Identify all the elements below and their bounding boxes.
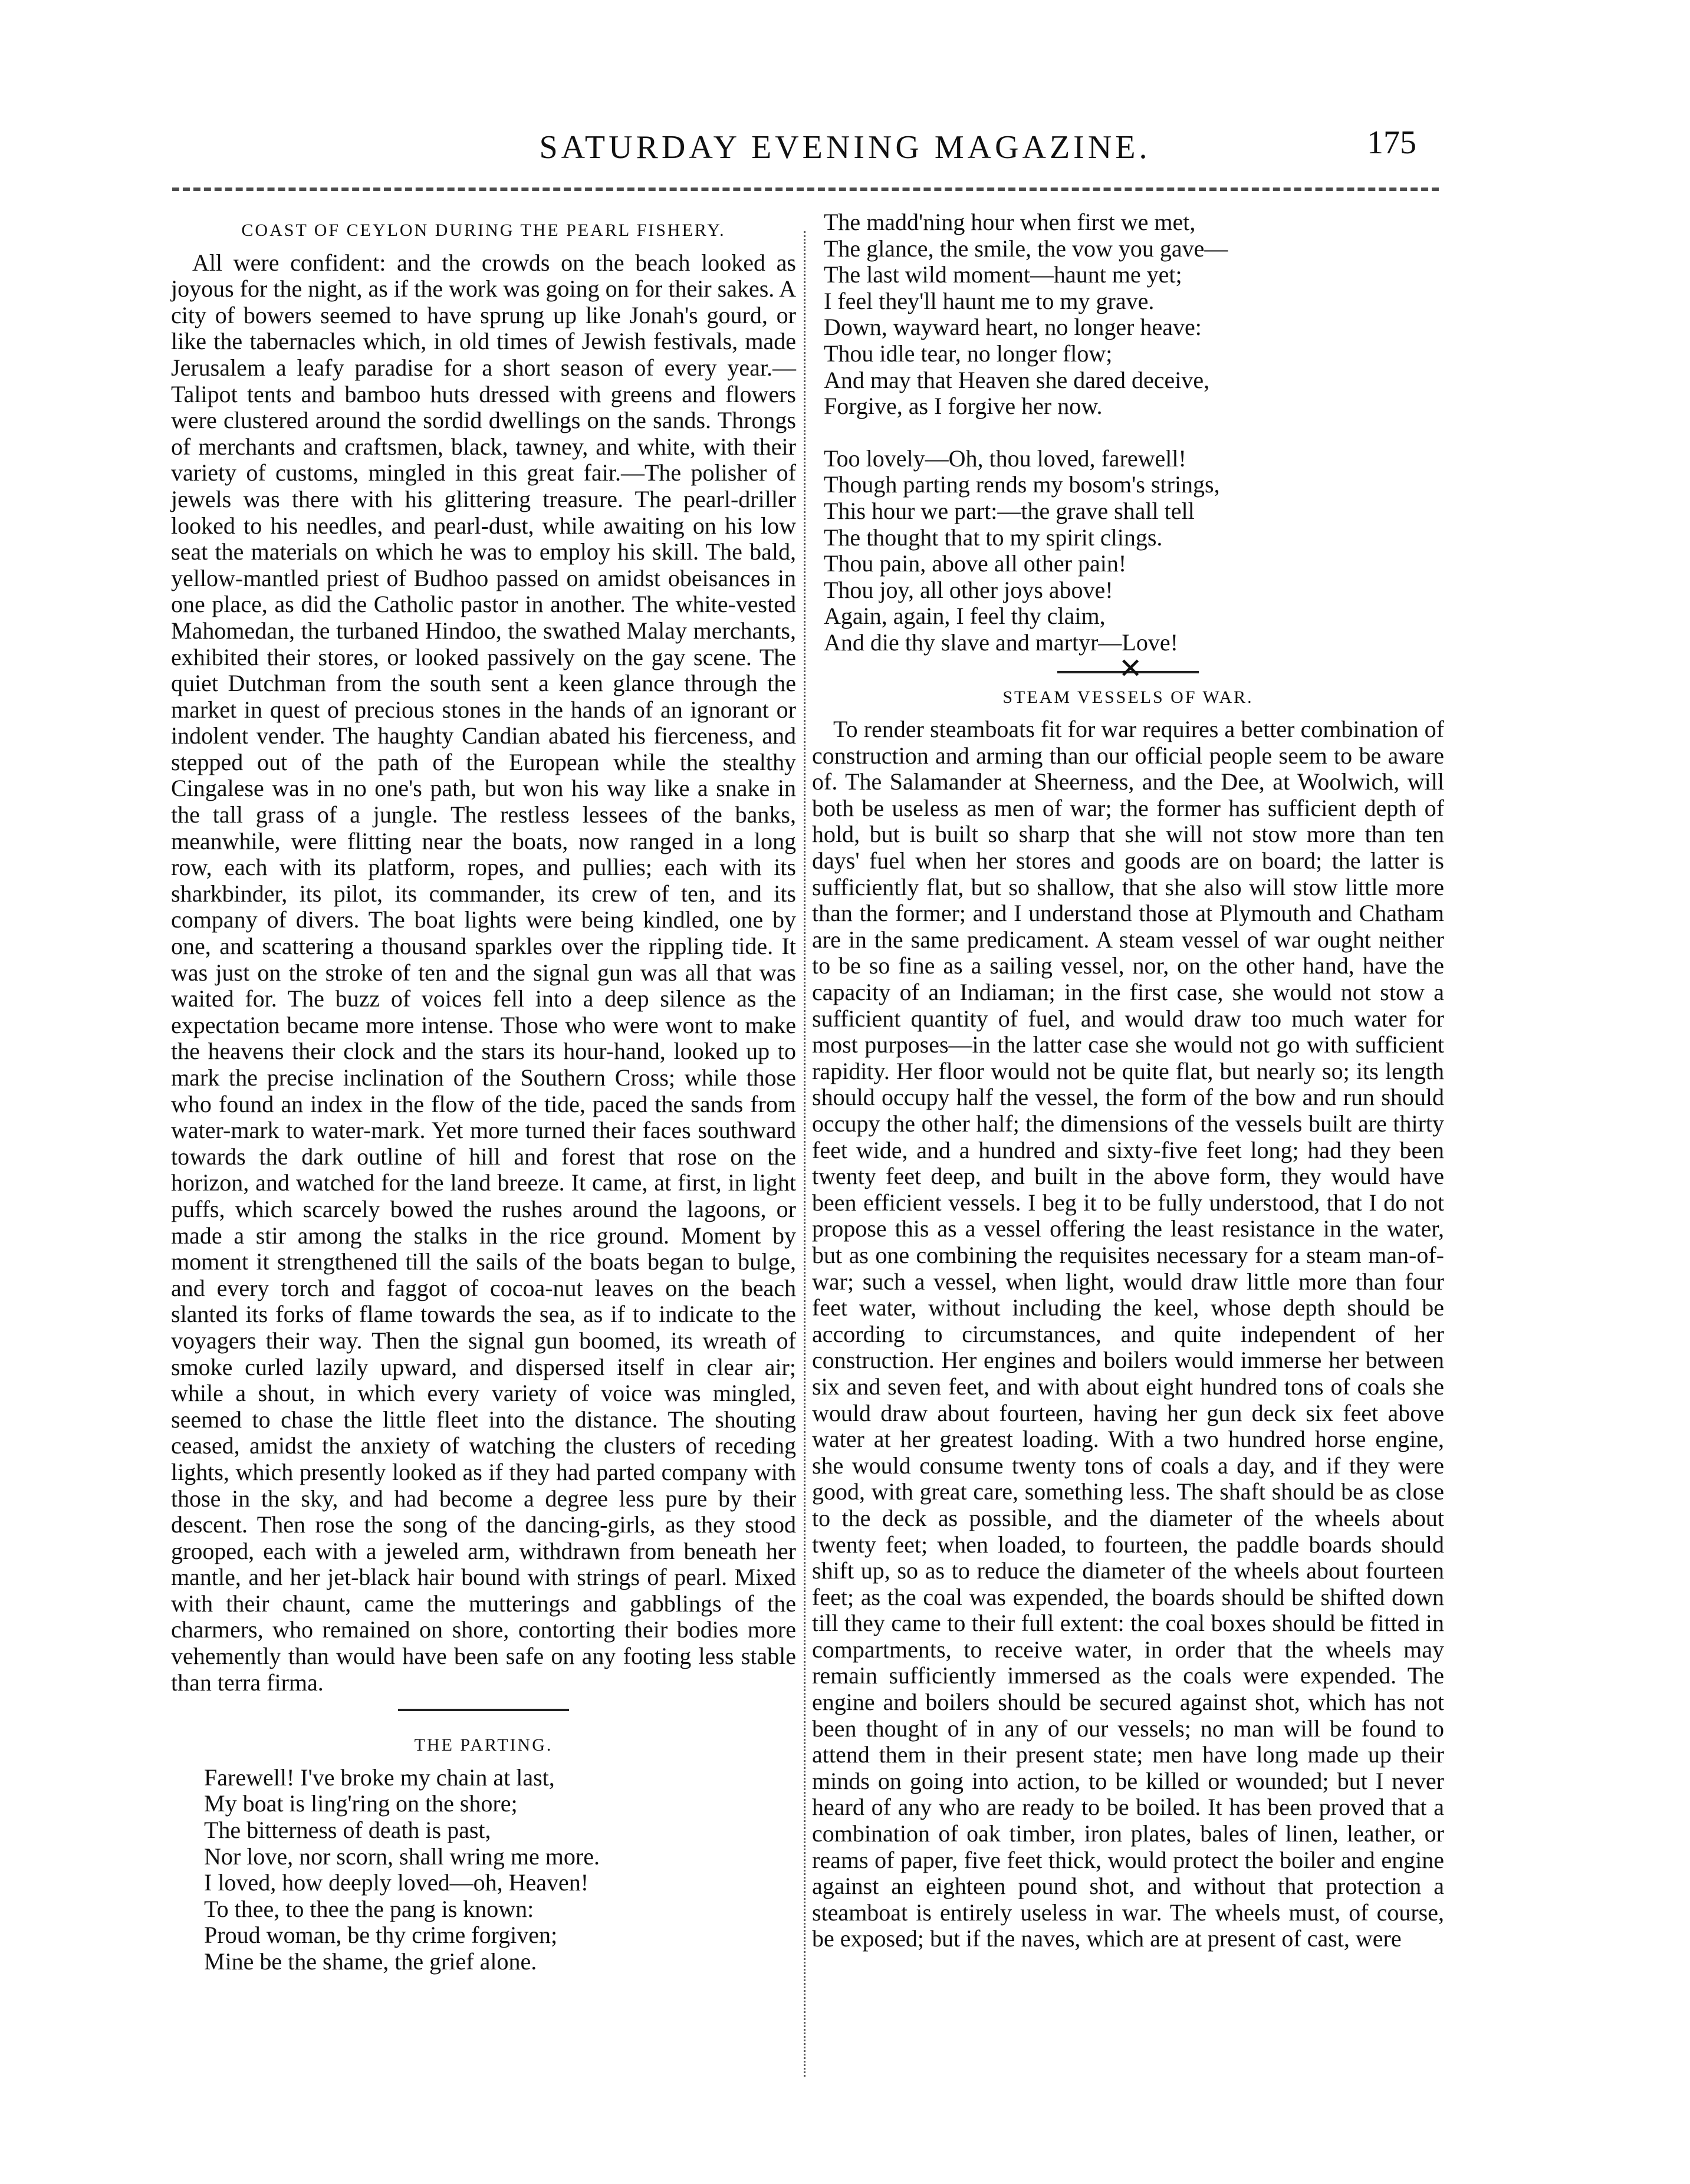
article-title-steam-vessels: STEAM VESSELS OF WAR. [1002, 687, 1254, 707]
poem-line: To thee, to thee the pang is known: [204, 1895, 534, 1922]
left-column [171, 209, 796, 1975]
ornamental-rule [1057, 653, 1199, 685]
poem-line: Proud woman, be thy crime forgiven; [204, 1922, 558, 1949]
poem-title-the-parting: THE PARTING. [414, 1735, 553, 1755]
poem-line: The bitterness of death is past, [204, 1817, 491, 1844]
header-rule [172, 188, 1439, 191]
poem-line: Thou pain, above all other pain! [824, 550, 1127, 577]
right-column [812, 209, 1444, 1952]
poem-line: The madd'ning hour when first we met, [824, 209, 1196, 235]
article-body-pearl-fishery: All were confident: and the crowds on the beach looked as joyous for the night, as if the work was going on for their sakes. A city of bowers seemed to have sprung up like Jonah's gourd, or like the tabernacles which, in old times of Jewish festivals, made Jerusalem a leafy paradise for a short season of every year.—Talipot tents and bamboo huts dressed with greens and flowers were clustered around the sordid dwellings on the sands. Throngs of merchants and craftsmen, black, tawney, and white, with their variety of customs, mingled in this great fair.—The polisher of jewels was there with his glittering treasure. The pearl-driller looked to his needles, and pearl-dust, while awaiting on his low seat the materials on which he was to employ his skill. The bald, yellow-mantled priest of Budhoo passed on amidst obeisances in one place, as did the Catholic pastor in another. The white-vested Mahomedan, the turbaned Hindoo, the swathed Malay merchants, exhibited their stores, or looked passively on the gay scene. The quiet Dutchman from the south sent a keen glance through the market in quest of precious stones in the hands of an ignorant or indolent vender. The haughty Candian abated his fierceness, and stepped out of the path of the European while the stealthy Cingalese was in no one's path, but won his way like a snake in the tall grass of a jungle. The restless lessees of the banks, meanwhile, were flitting near the boats, now ranged in a long row, each with its platform, ropes, and pullies; each with its sharkbinder, its pilot, its commander, its crew of ten, and its company of divers. The boat lights were being kindled, one by one, and scattering a thousand sparkles over the rippling tide. It was just on the stroke of ten and the signal gun was all that was waited for. The buzz of voices fell into a deep silence as the expectation became more intense. Those who were wont to make the heavens their clock and the stars its hour-hand, looked up to mark the precise inclination of the Southern Cross; while those who found an index in the flow of the tide, paced the sands from water-mark to water-mark. Yet more turned their faces southward towards the dark outline of hill and forest that rose on the horizon, and watched for the land breeze. It came, at first, in light puffs, which scarcely bowed the rushes around the lagoons, or made a stir among the stalks in the rice ground. Moment by moment it strengthened till the sails of the boats began to bulge, and every torch and faggot of cocoa-nut leaves on the beach slanted its forks of flame towards the sea, as if to indicate to the voyagers their way. Then the signal gun boomed, its wreath of smoke curled lazily upward, and dispersed itself in clear air; while a shout, in which every variety of voice was mingled, seemed to chase the little fleet into the distance. The shouting ceased, amidst the anxiety of watching the clusters of receding lights, which presently looked as if they had parted company with those in the sky, and had become a degree less pure by their descent. Then rose the song of the dancing-girls, as they stood grooped, each with a jeweled arm, withdrawn from beneath her mantle, and her jet-black hair bound with strings of pearl. Mixed with their chaunt, came the mutterings and gabblings of the charmers, who remained on shore, contorting their bodies more vehemently than would have been safe on any footing less stable than terra firma. [171, 249, 796, 1696]
poem-line: Farewell! I've broke my chain at last, [204, 1764, 555, 1791]
poem-line: Forgive, as I forgive her now. [824, 393, 1103, 420]
poem-line: I loved, how deeply loved—oh, Heaven! [204, 1869, 589, 1896]
poem-stanza-3 [824, 446, 1444, 656]
poem-line: I feel they'll haunt me to my grave. [824, 287, 1155, 314]
running-title: SATURDAY EVENING MAGAZINE. [539, 129, 1151, 166]
section-rule [398, 1709, 569, 1711]
poem-line: Thou idle tear, no longer flow; [824, 340, 1113, 367]
poem-line: Thou joy, all other joys above! [824, 576, 1113, 603]
poem-line: The thought that to my spirit clings. [824, 524, 1163, 551]
poem-line: And die thy slave and martyr—Love! [824, 629, 1178, 656]
article-body-steam-vessels: To render steamboats fit for war requires a better combination of construction and arming than our official people seem to be aware of. The Salamander at Sheerness, and the Dee, at Woolwich, will both be useless as men of war; the former has sufficient depth of hold, but is built so sharp that she will not stow more than ten days' fuel when her stores and goods are on board; the latter is sufficiently flat, but so shallow, that she also will stow little more than the former; and I understand those at Plymouth and Chatham are in the same predicament. A steam vessel of war ought neither to be so fine as a sailing vessel, nor, on the other hand, have the capacity of an Indiaman; in the first case, she would not stow a sufficient quantity of fuel, and would draw too much water for most purposes—in the latter case she would not go with sufficient rapidity. Her floor would not be quite flat, but nearly so; its length should occupy half the vessel, the form of the bow and run should occupy the other half; the dimensions of the vessels built are thirty feet wide, and a hundred and sixty-five feet long; had they been twenty feet deep, and built in the above form, they would have been efficient vessels. I beg it to be fully understood, that I do not propose this as a vessel offering the least resistance in the water, but as one combining the requisites necessary for a steam man-of-war; such a vessel, when light, would draw little more than four feet water, without including the keel, whose depth should be according to circumstances, and quite independent of her construction. Her engines and boilers would immerse her between six and seven feet, and with about eight hundred tons of coals she would draw about fourteen, having her gun deck six feet above water at her greatest loading. With a two hundred horse engine, she would consume twenty tons of coals a day, and if they were good, with great care, something less. The shaft should be as close to the deck as possible, and the diameter of the wheels about twenty feet; when loaded, to fourteen, the paddle boards should shift up, so as to reduce the diameter of the wheels about fourteen feet; as the coal was expended, the boards should be shifted down till they came to their full extent: the coal boxes should be fitted in compartments, to receive water, in order that the wheels may remain sufficiently immersed as the coals were expended. The engine and boilers should be secured against shot, which has not been thought of in any of our vessels; no man will be found to attend them in their present state; men have long made up their minds on going into action, to be killed or wounded; but I never heard of any who are ready to be boiled. It has been proved that a combination of oak timber, iron plates, bales of linen, leather, or reams of paper, five feet thick, would protect the boiler and engine against an eighteen pound shot, and without that protection a steamboat is entirely useless in war. The wheels must, of course, be exposed; but if the naves, which are at present of cast, were [812, 716, 1444, 1952]
poem-line: The last wild moment—haunt me yet; [824, 261, 1182, 288]
poem-line: Down, wayward heart, no longer heave: [824, 314, 1202, 341]
poem-line: The glance, the smile, the vow you gave— [824, 235, 1228, 262]
poem-line: Mine be the shame, the grief alone. [204, 1948, 537, 1975]
article-title-pearl-fishery: COAST OF CEYLON DURING THE PEARL FISHERY. [241, 221, 726, 240]
poem-line: My boat is ling'ring on the shore; [204, 1790, 518, 1817]
poem-line: Too lovely—Oh, thou loved, farewell! [824, 445, 1186, 472]
page-number: 175 [1367, 124, 1416, 161]
poem-line: Nor love, nor scorn, shall wring me more. [204, 1843, 600, 1870]
poem-line: Though parting rends my bosom's strings, [824, 471, 1220, 498]
poem-stanza-2 [824, 209, 1444, 420]
poem-line: Again, again, I feel thy claim, [824, 603, 1106, 630]
poem-line: And may that Heaven she dared deceive, [824, 366, 1210, 393]
poem-line: This hour we part:—the grave shall tell [824, 497, 1195, 524]
column-divider [804, 231, 805, 2077]
ornament-icon: ✕ [1119, 653, 1143, 685]
poem-stanza-1 [204, 1765, 796, 1975]
